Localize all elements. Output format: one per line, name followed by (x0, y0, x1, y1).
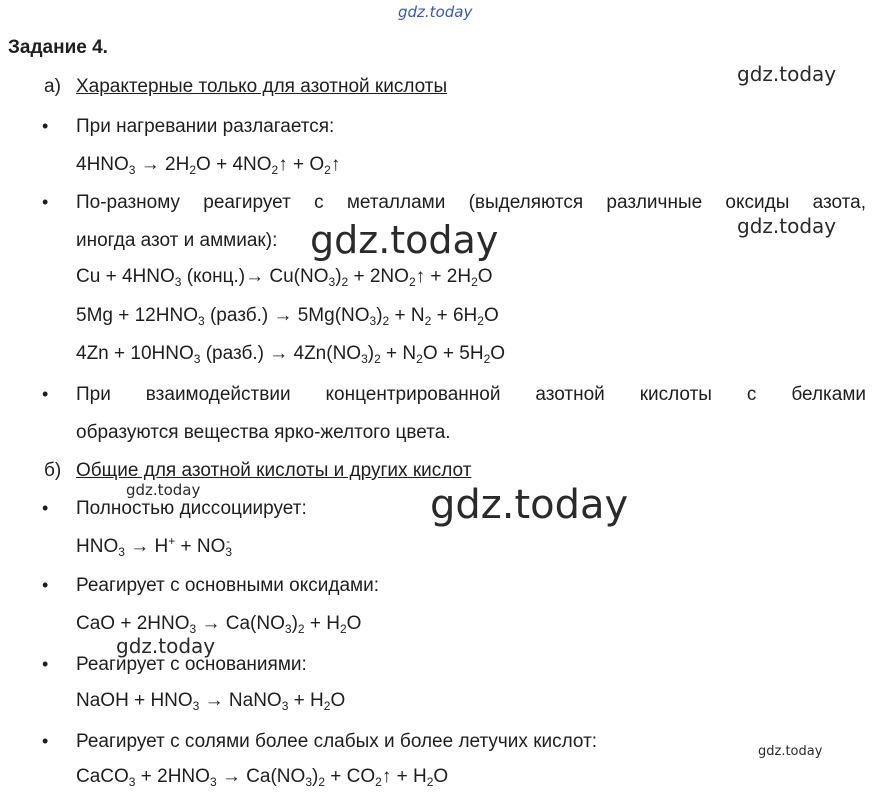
equation-subscript: 2 (374, 352, 381, 366)
equation-part: ) (335, 266, 342, 287)
equation-subscript: 2 (271, 163, 279, 177)
equation-subscript: 2 (424, 314, 432, 328)
equation-part: ) (376, 305, 383, 326)
bullet-icon: • (42, 654, 49, 674)
equation-subscript: 3 (281, 699, 289, 713)
watermark-top: gdz.today (398, 3, 473, 21)
bullet-icon: • (42, 731, 49, 751)
item-text: Реагирует с основаниями: (76, 654, 307, 675)
equation (76, 154, 340, 176)
equation-subscript: 2 (323, 699, 331, 713)
equation-subscript: 2 (189, 163, 197, 177)
equation-subscript: 2 (382, 314, 390, 328)
item-text: При нагревании разлагается: (76, 116, 335, 137)
equation-subscript: 3 (189, 622, 197, 636)
equation-part: (разб.) → 4Zn(NO (200, 343, 362, 364)
equation-subscript: 2 (416, 352, 423, 366)
watermark: gdz.today (126, 481, 201, 499)
watermark-large: gdz.today (310, 218, 499, 262)
equation-part: Cu + 4HNO (76, 266, 175, 287)
item-text: образуются вещества ярко-желтого цвета. (76, 422, 451, 443)
equation-part: + N (380, 343, 417, 364)
watermark-small: gdz.today (758, 744, 823, 759)
equation-part: ↑ + O (278, 154, 325, 175)
equation-part: CaO + 2HNO (76, 613, 190, 634)
section-b-heading: Общие для азотной кислоты и других кислот (76, 460, 472, 481)
equation-part: + 2NO (348, 266, 409, 287)
equation-superscript: - (226, 534, 231, 548)
equation-part: ↑ (330, 154, 341, 175)
equation-part: + N (389, 305, 425, 326)
equation-subscript: 3 (305, 775, 312, 789)
watermark: gdz.today (737, 62, 837, 86)
bullet-icon: • (42, 384, 49, 404)
equation-part: O (483, 305, 499, 326)
equation-part: O (346, 613, 362, 634)
equation-subscript: 2 (297, 622, 305, 636)
equation-part: O + 5H (422, 343, 484, 364)
item-text: иногда азот и аммиак): (76, 230, 278, 251)
equation-part: HNO (76, 536, 119, 557)
equation-part: O (330, 690, 346, 711)
equation-subscript: 2 (341, 275, 349, 289)
equation-part: O + 4NO (196, 154, 272, 175)
bullet-icon: • (42, 116, 49, 136)
equation-part: NaOH + HNO (76, 690, 193, 711)
equation-part: → H (124, 536, 169, 557)
equation-part: 5Mg + 12HNO (76, 305, 198, 326)
item-text: По-разному реагирует с металлами (выделяются различные оксиды азота, (76, 192, 866, 213)
watermark: gdz.today (737, 214, 837, 238)
item-text: При взаимодействии концентрированной азотной кислоты с белками (76, 384, 866, 405)
equation-part: CaCO (76, 766, 129, 787)
equation-subscript: 3 (209, 775, 217, 789)
equation-part: + NO (175, 536, 226, 557)
equation-subscript: 3 (284, 622, 292, 636)
equation-subscript: 2 (339, 622, 347, 636)
item-text: Полностью диссоциирует: (76, 498, 307, 519)
equation-part: O (490, 343, 506, 364)
equation-subscript: 3 (128, 775, 136, 789)
equation-subscript: 3 (174, 275, 182, 289)
task-title: Задание 4. (8, 37, 108, 58)
watermark: gdz.today (116, 634, 216, 658)
equation (76, 266, 493, 288)
item-text: Реагирует с солями более слабых и более летучих кислот: (76, 731, 598, 752)
section-b-marker: б) (44, 460, 62, 481)
equation-part: 4Zn + 10HNO (76, 343, 194, 364)
section-a-marker: а) (44, 76, 61, 97)
equation (76, 343, 505, 365)
equation-part: 4HNO (76, 154, 129, 175)
equation-part: + 2HNO (135, 766, 210, 787)
equation-part: ) (367, 343, 375, 364)
equation-part: + 6H (431, 305, 478, 326)
equation-part: + H (304, 613, 340, 634)
equation-part: → 2H (135, 154, 190, 175)
equation-subscript: 3 (369, 314, 377, 328)
bullet-icon: • (42, 192, 49, 212)
equation-part: → Ca(NO (196, 613, 285, 634)
equation-subscript: 3 (193, 352, 201, 366)
equation-part: (конц.)→ Cu(NO (181, 266, 329, 287)
equation-subscript: 3 (225, 545, 233, 559)
equation-subscript: 2 (477, 314, 484, 328)
equation-subscript: 2 (318, 775, 326, 789)
equation-subscript: 2 (324, 163, 331, 177)
equation (76, 766, 448, 788)
equation (76, 613, 361, 635)
equation-subscript: 3 (128, 163, 136, 177)
equation-superscript: + (168, 534, 176, 548)
equation (76, 305, 499, 327)
equation-part: ) (291, 613, 298, 634)
equation-subscript: 2 (471, 275, 478, 289)
bullet-icon: • (42, 575, 49, 595)
equation-subscript: 3 (192, 699, 200, 713)
item-text: Реагирует с основными оксидами: (76, 575, 379, 596)
bullet-icon: • (42, 498, 49, 518)
equation-part: + CO (325, 766, 376, 787)
section-a-heading: Характерные только для азотной кислоты (76, 76, 448, 97)
equation-subscript: 3 (328, 275, 336, 289)
equation-subscript: 3 (361, 352, 368, 366)
equation-subscript: 2 (408, 275, 416, 289)
equation (76, 690, 345, 712)
equation-part: ) (312, 766, 319, 787)
equation-subscript: 3 (118, 545, 125, 559)
equation-part: → Ca(NO (216, 766, 306, 787)
equation-part: ↑ + 2H (415, 266, 472, 287)
equation-subscript: 2 (426, 775, 434, 789)
equation-part: → NaNO (199, 690, 282, 711)
equation-part: + H (288, 690, 324, 711)
equation-part: O (433, 766, 449, 787)
watermark-large: gdz.today (430, 482, 629, 528)
equation-subscript: 2 (375, 775, 382, 789)
equation-subscript: 2 (483, 352, 491, 366)
equation-subscript: 3 (197, 314, 205, 328)
equation-part: ↑ + H (381, 766, 427, 787)
equation-dissociation (76, 534, 233, 559)
equation-part: (разб.) → 5Mg(NO (204, 305, 370, 326)
equation-part: O (477, 266, 493, 287)
